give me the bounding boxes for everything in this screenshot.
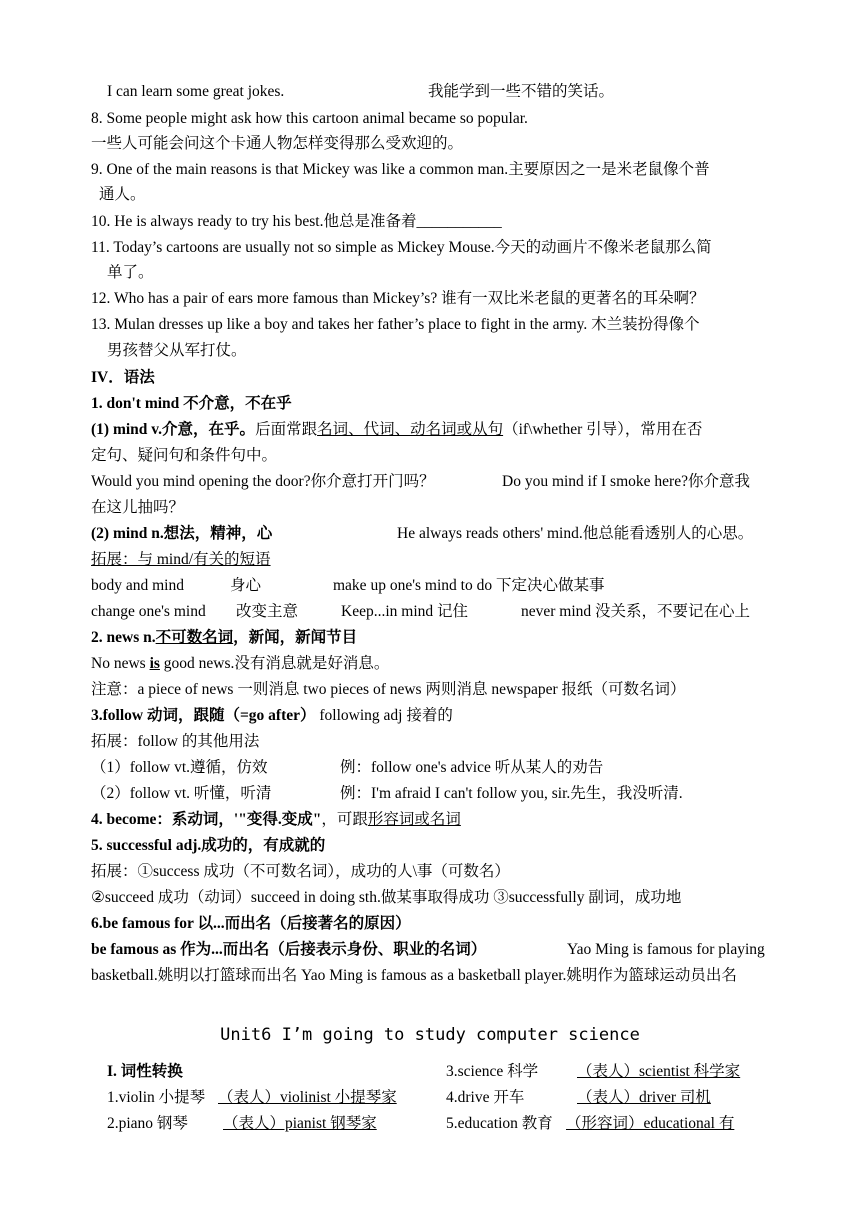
section-heading-grammar: IV．语法 <box>91 369 155 386</box>
become-text: ，可跟 <box>321 811 368 828</box>
grammar-item-1-sub1 <box>91 420 702 440</box>
word-form-5: 5.education 教育 <box>446 1115 553 1132</box>
successful-ext-2: ②succeed 成功（动词）succeed in doing sth.做某事取得成功 ③successfully 副词，成功地 <box>91 889 682 906</box>
unit-title: Unit6 I’m going to study computer science <box>220 1025 640 1045</box>
word-form-2-person: （表人）pianist 钢琴家 <box>223 1115 377 1132</box>
sentence-10: 10. He is always ready to try his best.他总是准备着___________ <box>91 213 502 230</box>
example-sentence-7-en: I can learn some great jokes. <box>107 83 285 100</box>
sentence-9-cont: 通人。 <box>99 186 146 203</box>
mind-phrases-heading: 拓展：与 mind/有关的短语 <box>91 551 271 568</box>
mind-verb-objects: 名词、代词、动名词或从句 <box>317 421 504 438</box>
phrase-change-mind: change one's mind <box>91 603 206 620</box>
news-example-verb: is <box>149 655 160 672</box>
follow-usage-1: （1）follow vt.遵循，仿效 <box>91 759 268 776</box>
follow-ext-heading: 拓展：follow 的其他用法 <box>91 733 260 750</box>
become-complements: 形容词或名词 <box>367 811 461 828</box>
become-label: 4. become：系动词，'"变得.变成" <box>91 811 322 828</box>
word-form-2: 2.piano 钢琴 <box>107 1115 188 1132</box>
mind-verb-usage: （if\whether 引导），常用在否 <box>503 421 703 438</box>
sentence-12: 12. Who has a pair of ears more famous than Mickey’s? 谁有一双比米老鼠的更著名的耳朵啊？ <box>91 290 705 307</box>
phrase-body-and-mind-zh: 身心 <box>230 577 262 594</box>
successful-ext-1: 拓展：①success 成功（不可数名词），成功的人\事（可数名） <box>91 863 510 880</box>
news-example-part2: good news.没有消息就是好消息。 <box>159 655 390 672</box>
sentence-8-translation: 一些人可能会问这个卡通人物怎样变得那么受欢迎的。 <box>91 135 464 152</box>
mind-verb-text: 后面常跟 <box>255 421 318 438</box>
mind-verb-label: (1) mind v.介意，在乎。 <box>91 421 256 438</box>
mind-noun-example: He always reads others' mind.他总能看透别人的心思。 <box>397 525 754 542</box>
grammar-item-6-title: 6.be famous for 以...而出名（后接著名的原因） <box>91 915 411 932</box>
mind-example-2-cont: 在这儿抽吗？ <box>91 499 185 516</box>
follow-usage-2: （2）follow vt. 听懂，听清 <box>91 785 272 802</box>
news-example-part1: No news <box>91 655 150 672</box>
word-form-3: 3.science 科学 <box>446 1063 539 1080</box>
word-form-3-person: （表人）scientist 科学家 <box>577 1063 741 1080</box>
grammar-item-5-title: 5. successful adj.成功的，有成就的 <box>91 837 326 854</box>
grammar-item-1-title: 1. don't mind 不介意，不在乎 <box>91 395 292 412</box>
mind-noun-label: (2) mind n.想法，精神，心 <box>91 525 273 542</box>
word-form-1: 1.violin 小提琴 <box>107 1089 206 1106</box>
phrase-make-up-mind: make up one's mind to do 下定决心做某事 <box>333 577 605 594</box>
phrase-never-mind: never mind 没关系，不要记在心上 <box>521 603 751 620</box>
sentence-13: 13. Mulan dresses up like a boy and takes her father’s place to fight in the army. 木兰装扮得像个 <box>91 316 700 333</box>
phrase-change-mind-zh: 改变主意 <box>236 603 299 620</box>
news-example <box>91 654 389 674</box>
word-form-4: 4.drive 开车 <box>446 1089 525 1106</box>
word-form-4-person: （表人）driver 司机 <box>577 1089 711 1106</box>
grammar-item-2-title <box>91 628 357 648</box>
famous-example-1: Yao Ming is famous for playing <box>567 941 765 958</box>
sentence-8: 8. Some people might ask how this cartoon animal became so popular. <box>91 110 528 127</box>
follow-usage-2-example: 例：I'm afraid I can't follow you, sir.先生，我没听清. <box>340 785 683 802</box>
sentence-11-cont: 单了。 <box>107 264 154 281</box>
mind-example-1: Would you mind opening the door?你介意打开门吗？ <box>91 473 435 490</box>
news-label: 2. news n. <box>91 629 156 646</box>
sentence-13-cont: 男孩替父从军打仗。 <box>107 342 247 359</box>
grammar-item-1-sub1-cont: 定句、疑问句和条件句中。 <box>91 447 278 464</box>
follow-label: 3.follow 动词，跟随（=go after） <box>91 707 316 724</box>
news-meaning: ，新闻，新闻节目 <box>233 629 358 646</box>
sentence-9: 9. One of the main reasons is that Mickey was like a common man.主要原因之一是米老鼠像个普 <box>91 161 710 178</box>
grammar-item-3-title <box>91 706 453 726</box>
famous-as-label: be famous as 作为...而出名（后接表示身份、职业的名词） <box>91 941 487 958</box>
news-note: 注意：a piece of news 一则消息 two pieces of news 两则消息 newspaper 报纸（可数名词） <box>91 681 686 698</box>
sentence-11: 11. Today’s cartoons are usually not so simple as Mickey Mouse.今天的动画片不像米老鼠那么简 <box>91 239 712 256</box>
follow-usage-1-example: 例：follow one's advice 听从某人的劝告 <box>340 759 604 776</box>
phrase-keep-in-mind: Keep...in mind 记住 <box>341 603 468 620</box>
mind-example-2: Do you mind if I smoke here?你介意我 <box>502 473 750 490</box>
example-sentence-7-zh: 我能学到一些不错的笑话。 <box>428 83 615 100</box>
following-note: following adj 接着的 <box>315 707 453 724</box>
section-heading-word-forms: I. 词性转换 <box>107 1063 183 1080</box>
famous-examples-cont: basketball.姚明以打篮球而出名 Yao Ming is famous as a basketball player.姚明作为篮球运动员出名 <box>91 967 737 984</box>
phrase-body-and-mind: body and mind <box>91 577 184 594</box>
word-form-1-person: （表人）violinist 小提琴家 <box>218 1089 397 1106</box>
grammar-item-4-title <box>91 810 461 830</box>
word-form-5-adjective: （形容词）educational 有 <box>566 1115 735 1132</box>
news-uncountable: 不可数名词 <box>155 629 234 646</box>
